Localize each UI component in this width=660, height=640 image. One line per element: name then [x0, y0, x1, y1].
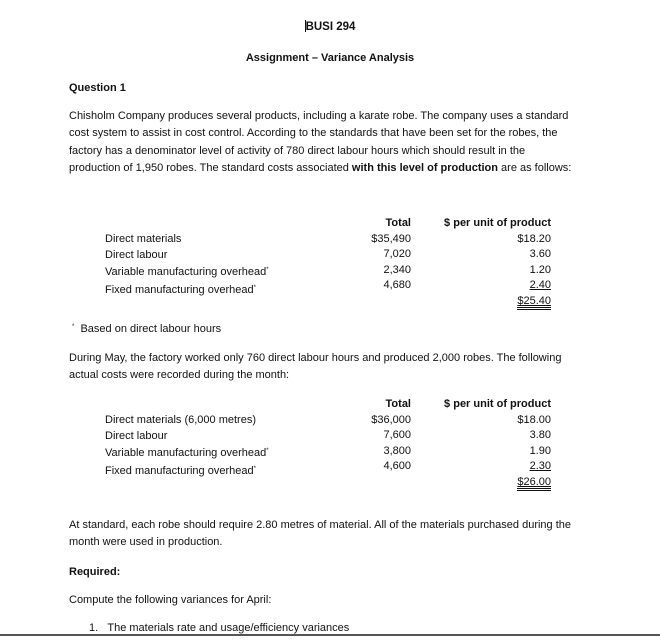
total-cell: $35,490 — [371, 232, 411, 245]
question-label: Question 1 — [69, 82, 126, 94]
actual-line: During May, the factory worked only 760 direct labour hours and produced 2,000 robes. The following — [69, 352, 562, 364]
total-cell: 3,800 — [383, 444, 411, 457]
standard-note — [69, 517, 629, 552]
total-cell: 7,600 — [383, 429, 411, 441]
actual-total-column — [331, 397, 411, 475]
standard-total-column — [331, 216, 411, 294]
unit-cell: 3.80 — [529, 429, 551, 441]
assignment-title: Assignment – Variance Analysis — [245, 52, 415, 64]
unit-cell: 1.90 — [529, 444, 551, 457]
row-label: Variable manufacturing overhead* — [105, 447, 269, 459]
actual-line: actual costs were recorded during the month: — [69, 369, 290, 382]
row-label: Variable manufacturing overhead* — [105, 266, 269, 278]
row-label: Direct materials — [105, 233, 182, 245]
footnote: * Based on direct labour hours — [72, 323, 222, 335]
footnote-marker: * — [266, 267, 269, 273]
footnote-marker: * — [253, 284, 256, 291]
row-label: Fixed manufacturing overhead* — [105, 283, 256, 296]
total-cell: $36,000 — [371, 413, 411, 426]
total-cell: 2,340 — [383, 263, 411, 276]
page-bottom-rule — [0, 634, 660, 636]
task-item — [89, 622, 349, 634]
total-cell: 4,680 — [383, 279, 411, 291]
unit-cell: 2.40 — [529, 279, 551, 291]
emphasis-text: with this level of production — [351, 161, 498, 174]
intro-line: production of 1,950 robes. The standard costs associated with this level of production are as follows: — [69, 161, 572, 174]
row-label: Fixed manufacturing overhead* — [105, 464, 256, 477]
unit-cell: $18.00 — [517, 413, 551, 426]
row-label: Direct materials (6,000 metres) — [105, 414, 256, 426]
unit-cell: $18.20 — [517, 232, 551, 245]
unit-total-cell: $25.40 — [431, 294, 551, 310]
note-line: month were used in production. — [69, 536, 223, 549]
standard-row-labels — [105, 232, 269, 298]
footnote-marker: * — [72, 324, 75, 330]
row-label: Direct labour — [105, 429, 168, 442]
required-label: Required: — [69, 566, 121, 578]
task-text: The materials rate and usage/efficiency variances — [107, 622, 350, 634]
unit-cell: 1.20 — [529, 263, 551, 276]
total-cell: 7,020 — [383, 248, 411, 260]
unit-total-cell: $26.00 — [431, 475, 551, 491]
intro-line: Chisholm Company produces several products, including a karate robe. The company uses a standard — [69, 110, 569, 122]
intro-line: cost system to assist in cost control. According to the standards that have been set for the robes, the — [69, 127, 558, 140]
actual-row-labels — [105, 413, 269, 479]
footnote-marker: * — [253, 465, 256, 472]
column-header-unit: $ per unit of product — [444, 217, 551, 229]
column-header-total: Total — [385, 398, 411, 410]
course-code: BUSI 294 — [305, 21, 356, 33]
row-label: Direct labour — [105, 248, 168, 261]
standard-unit-column — [431, 216, 551, 310]
actual-unit-column — [431, 397, 551, 491]
unit-cell: 3.60 — [529, 248, 551, 260]
column-header-total: Total — [385, 217, 411, 229]
compute-instruction: Compute the following variances for April: — [69, 594, 272, 606]
task-number: 1. — [89, 622, 99, 634]
footnote-marker: * — [266, 448, 269, 454]
note-line: At standard, each robe should require 2.80 metres of material. All of the materials purchased during the — [69, 519, 572, 531]
column-header-unit: $ per unit of product — [444, 398, 551, 410]
total-cell: 4,600 — [383, 460, 411, 472]
intro-line: factory has a denominator level of activity of 780 direct labour hours which should result in the — [69, 144, 526, 157]
actual-paragraph — [69, 350, 629, 385]
unit-cell: 2.30 — [529, 460, 551, 472]
intro-paragraph — [69, 108, 629, 177]
